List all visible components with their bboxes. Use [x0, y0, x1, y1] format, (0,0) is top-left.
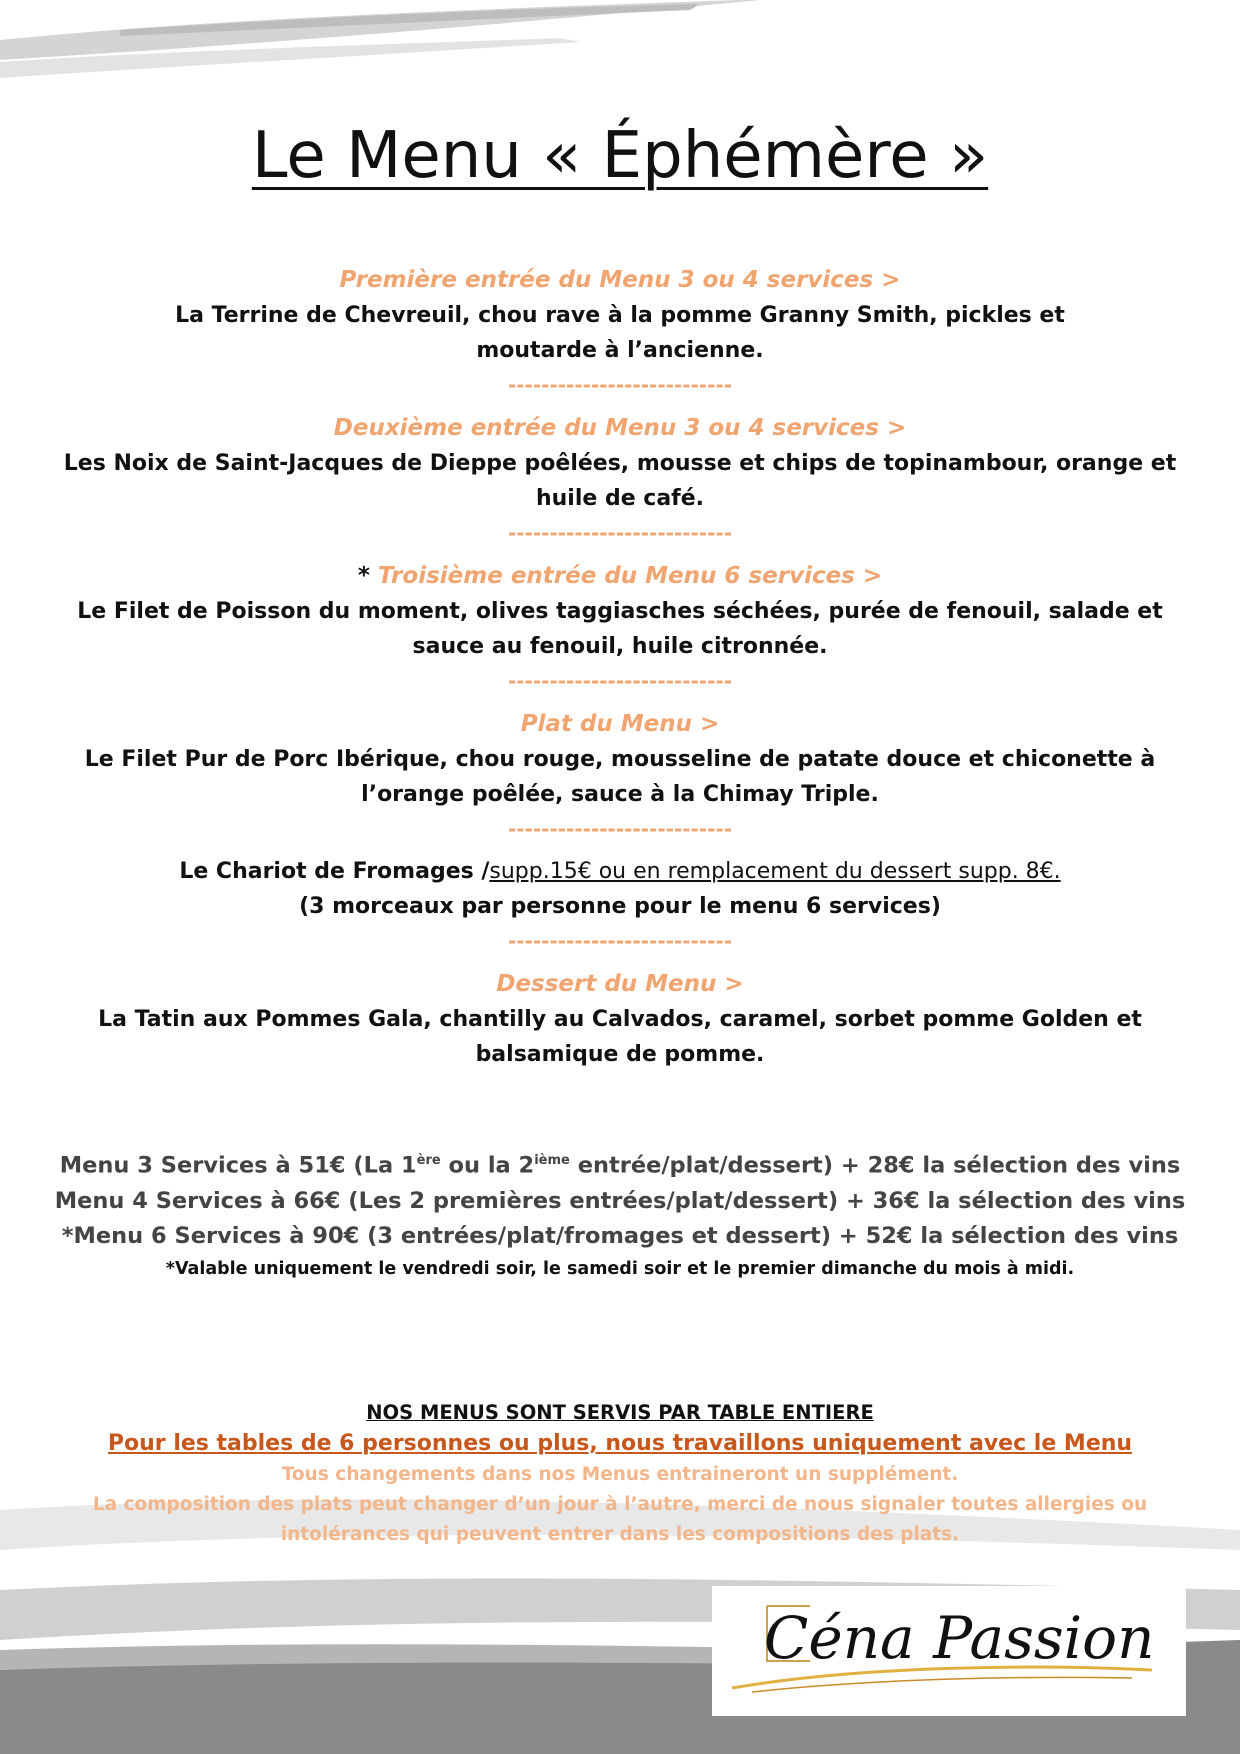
course-main	[60, 706, 1180, 846]
price-menu-3: Menu 3 Services à 51€ (La 1ère ou la 2ième entrée/plat/dessert) + 28€ la sélection des vins	[59, 1152, 1181, 1179]
course-label: Deuxième entrée du Menu 3 ou 4 services >	[333, 415, 907, 441]
separator: ---------------------------	[507, 521, 733, 545]
course-label: Première entrée du Menu 3 ou 4 services >	[339, 267, 901, 293]
svg-text:Céna Passion: Céna Passion	[764, 1604, 1155, 1672]
top-brush-decoration	[0, 0, 1240, 90]
price-menu-6: *Menu 6 Services à 90€ (3 entrées/plat/fromages et dessert) + 52€ la sélection des vins	[61, 1222, 1179, 1249]
course-description: La Terrine de Chevreuil, chou rave à la pomme Granny Smith, pickles et	[175, 303, 1065, 328]
course-description: sauce au fenouil, huile citronnée.	[412, 634, 828, 659]
table-note: NOS MENUS SONT SERVIS PAR TABLE ENTIERE	[366, 1401, 874, 1424]
cheese-section	[60, 854, 1180, 958]
cheese-line: Le Chariot de Fromages /supp.15€ ou en remplacement du dessert supp. 8€.	[179, 859, 1061, 884]
course-description: moutarde à l’ancienne.	[476, 338, 764, 363]
logo	[712, 1586, 1186, 1716]
course-description: Les Noix de Saint-Jacques de Dieppe poêlées, mousse et chips de topinambour, orange et	[63, 451, 1177, 476]
page-title: Le Menu « Éphémère »	[251, 119, 989, 193]
separator: ---------------------------	[507, 817, 733, 841]
course-label: * Troisième entrée du Menu 6 services >	[357, 563, 883, 589]
separator: ---------------------------	[507, 373, 733, 397]
course-third-starter	[60, 558, 1180, 698]
course-label: Plat du Menu >	[520, 711, 720, 737]
price-list	[40, 1143, 1200, 1284]
logo-graphic	[712, 1586, 1186, 1716]
separator: ---------------------------	[507, 929, 733, 953]
separator: ---------------------------	[507, 669, 733, 693]
course-description: La Tatin aux Pommes Gala, chantilly au Calvados, caramel, sorbet pomme Golden et	[98, 1007, 1142, 1032]
course-first-starter	[60, 262, 1180, 402]
price-menu-4: Menu 4 Services à 66€ (Les 2 premières entrées/plat/dessert) + 36€ la sélection des vins	[54, 1187, 1186, 1214]
price-note: *Valable uniquement le vendredi soir, le samedi soir et le premier dimanche du mois à midi.	[165, 1258, 1075, 1279]
course-description: balsamique de pomme.	[475, 1042, 765, 1067]
course-description: Le Filet Pur de Porc Ibérique, chou rouge, mousseline de patate douce et chiconette à	[84, 747, 1156, 772]
course-label: Dessert du Menu >	[496, 971, 744, 997]
allergy-note: intolérances qui peuvent entrer dans les compositions des plats.	[280, 1524, 960, 1545]
footer-notes	[40, 1398, 1200, 1550]
course-second-starter	[60, 410, 1180, 550]
course-description: huile de café.	[535, 486, 705, 511]
allergy-note: La composition des plats peut changer d’un jour à l’autre, merci de nous signaler toutes allergies ou	[92, 1494, 1148, 1515]
changes-note: Tous changements dans nos Menus entraineront un supplément.	[281, 1464, 959, 1485]
course-dessert	[60, 966, 1180, 1072]
group-note: Pour les tables de 6 personnes ou plus, nous travaillons uniquement avec le Menu	[107, 1431, 1133, 1456]
cheese-note: (3 morceaux par personne pour le menu 6 services)	[299, 894, 941, 919]
course-description: Le Filet de Poisson du moment, olives taggiasches séchées, purée de fenouil, salade et	[77, 599, 1163, 624]
course-description: l’orange poêlée, sauce à la Chimay Triple.	[361, 782, 879, 807]
